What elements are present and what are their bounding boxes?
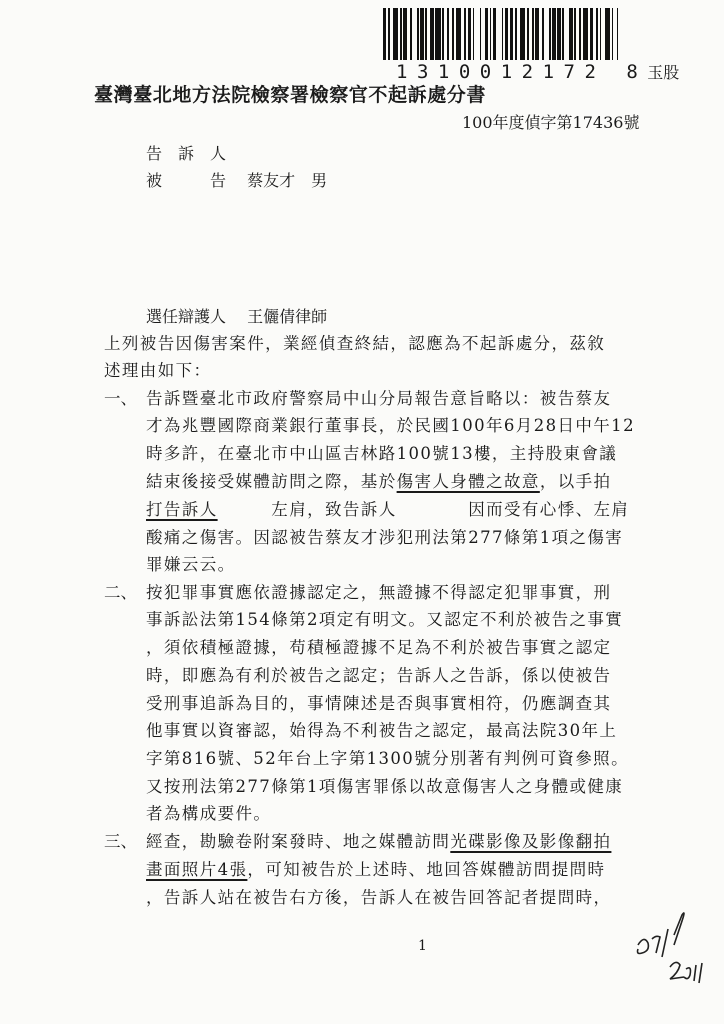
section-2-line-1: 按犯罪事實應依證據認定之，無證據不得認定犯罪事實，刑: [146, 583, 612, 602]
barcode-suffix: 玉股: [647, 63, 680, 82]
section-3-line-1: 經查，勘驗卷附案發時、地之媒體訪問光碟影像及影像翻拍: [146, 832, 612, 851]
underlined-media-phrase: 光碟影像及影像翻拍: [450, 832, 612, 851]
section-1-line-6: 酸痛之傷害。因認被告蔡友才涉犯刑法第277條第1項之傷害: [146, 528, 624, 547]
intro-line-1: 上列被告因傷害案件，業經偵查終結，認應為不起訴處分，茲敘: [104, 334, 606, 353]
barcode-number: 1310012172 8玉股: [396, 61, 680, 83]
section-2-line-7: 字第816號、52年台上字第1300號分別著有判例可資參照。: [146, 749, 629, 768]
section-1-line-5: 打告訴人 左肩，致告訴人 因而受有心悸、左肩: [146, 500, 630, 519]
complainant-row: [146, 141, 226, 164]
barcode: [383, 8, 701, 60]
document-title: 臺灣臺北地方法院檢察署檢察官不起訴處分書: [94, 84, 487, 106]
handwritten-date-mark: [630, 905, 710, 995]
section-1-number: 一、: [104, 389, 137, 408]
defendant-row: [146, 168, 327, 191]
section-2-line-3: ，須依積極證據，苟積極證據不足為不利於被告事實之認定: [146, 638, 612, 657]
section-2-line-8: 又按刑法第277條第1項傷害罪係以故意傷害人之身體或健康: [146, 777, 624, 796]
section-1-line-7: 罪嫌云云。: [146, 555, 236, 574]
underlined-strike-phrase: 打告訴人: [146, 500, 218, 519]
underlined-intent-phrase: 傷害人身體之故意: [396, 472, 540, 491]
section-2-line-4: 時，即應為有利於被告之認定；告訴人之告訴，係以使被告: [146, 666, 612, 685]
counsel-row: [146, 304, 327, 327]
underlined-photos-phrase: 畫面照片4張: [146, 860, 248, 879]
counsel-name: 王儷倩律師: [247, 307, 328, 326]
intro-line-2: 述理由如下：: [104, 361, 212, 380]
section-2-line-5: 受刑事追訴為目的，事情陳述是否與事實相符，仍應調查其: [146, 694, 612, 713]
section-3-number: 三、: [104, 832, 137, 851]
section-1-line-1: 告訴暨臺北市政府警察局中山分局報告意旨略以：被告蔡友: [146, 389, 612, 408]
section-3-line-2: 畫面照片4張，可知被告於上述時、地回答媒體訪問提問時: [146, 860, 606, 879]
case-number: 100年度偵字第17436號: [462, 113, 640, 132]
page-number: 1: [418, 938, 427, 954]
counsel-label: 選任辯護人: [146, 307, 227, 326]
section-1-line-3: 時多許，在臺北市中山區吉林路100號13樓，主持股東會議: [146, 444, 618, 463]
section-2-line-6: 他事實以資審認，始得為不利被告之認定，最高法院30年上: [146, 721, 618, 740]
defendant-name: 蔡友才 男: [247, 171, 328, 190]
barcode-stripe: [618, 8, 621, 60]
section-2-number: 二、: [104, 583, 137, 602]
section-2-line-9: 者為構成要件。: [146, 804, 272, 823]
section-1-line-4: 結束後接受媒體訪問之際，基於傷害人身體之故意，以手拍: [146, 472, 612, 491]
section-1-line-2: 才為兆豐國際商業銀行董事長，於民國100年6月28日中午12: [146, 416, 635, 435]
defendant-label: 被 告: [146, 171, 227, 190]
section-3-line-3: ，告訴人站在被告右方後，告訴人在被告回答記者提問時，: [146, 888, 612, 907]
complainant-label: 告 訴 人: [146, 144, 227, 163]
section-2-line-2: 事訴訟法第154條第2項定有明文。又認定不利於被告之事實: [146, 610, 624, 629]
